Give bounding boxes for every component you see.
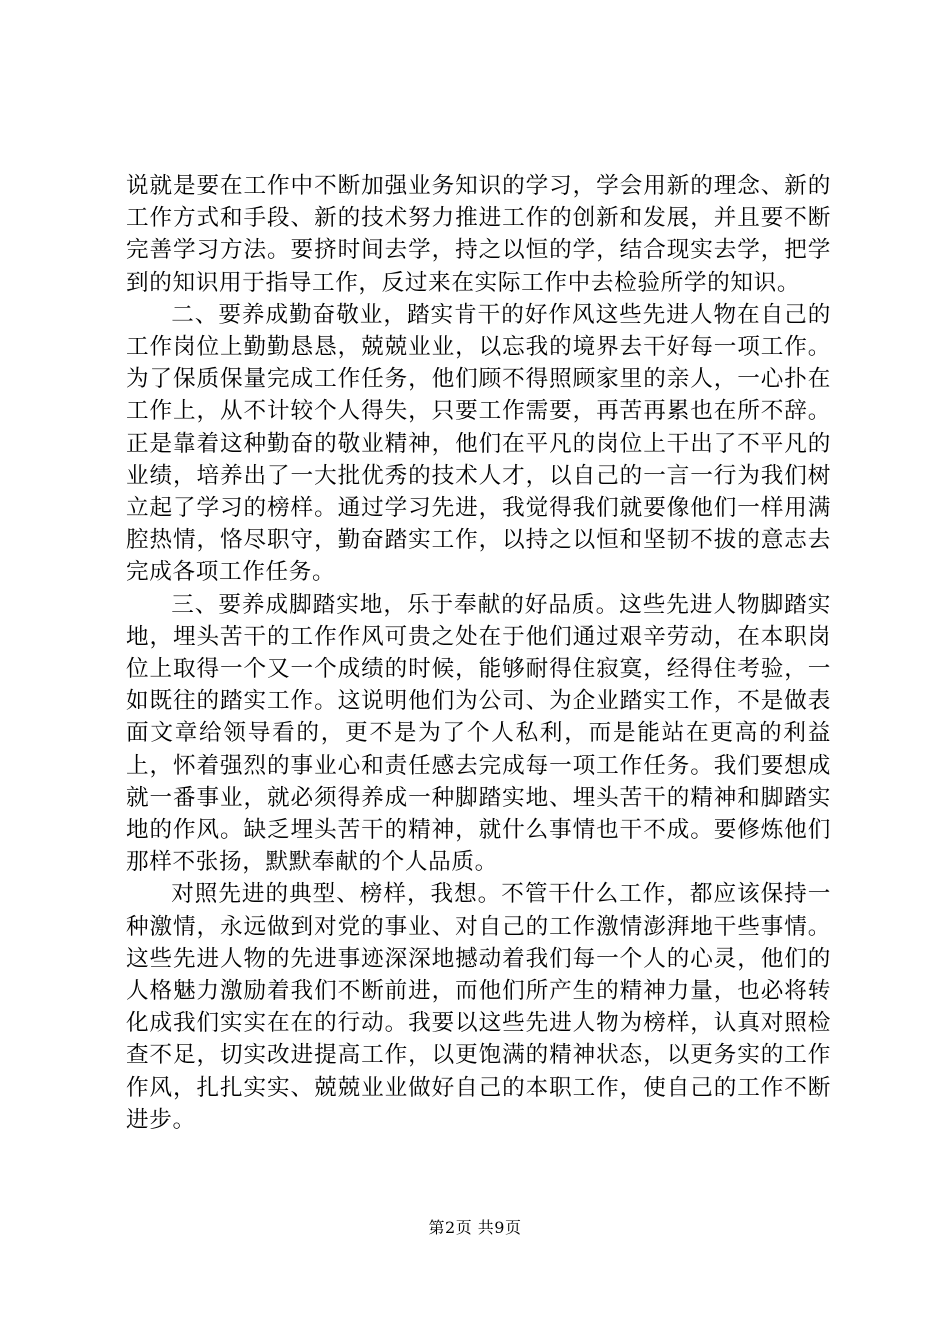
- paragraph-section-two: 二、要养成勤奋敬业，踏实肯干的好作风这些先进人物在自己的工作岗位上勤勤恳恳，兢兢业业，以忘我的境界去干好每一项工作。为了保质保量完成工作任务，他们顾不得照顾家里的亲人，一心扑在工作上，从不计较个人得失，只要工作需要，再苦再累也在所不辞。正是靠着这种勤奋的敬业精神，他们在平凡的岗位上干出了不平凡的业绩，培养出了一大批优秀的技术人才，以自己的一言一行为我们树立起了学习的榜样。通过学习先进，我觉得我们就要像他们一样用满腔热情，恪尽职守，勤奋踏实工作，以持之以恒和坚韧不拔的意志去完成各项工作任务。: [126, 301, 831, 586]
- paragraph-section-three: 三、要养成脚踏实地，乐于奉献的好品质。这些先进人物脚踏实地，埋头苦干的工作作风可贵之处在于他们通过艰辛劳动，在本职岗位上取得一个又一个成绩的时候，能够耐得住寂寞，经得住考验，一如既往的踏实工作。这说明他们为公司、为企业踏实工作，不是做表面文章给领导看的，更不是为了个人私利，而是能站在更高的利益上，怀着强烈的事业心和责任感去完成每一项工作任务。我们要想成就一番事业，就必须得养成一种脚踏实地、埋头苦干的精神和脚踏实地的作风。缺乏埋头苦干的精神，就什么事情也干不成。要修炼他们那样不张扬，默默奉献的个人品质。: [126, 591, 831, 876]
- document-body: [126, 170, 831, 1136]
- page-number-footer: 第2页 共9页: [428, 1218, 522, 1237]
- paragraph-continuation: 说就是要在工作中不断加强业务知识的学习，学会用新的理念、新的工作方式和手段、新的技术努力推进工作的创新和发展，并且要不断完善学习方法。要挤时间去学，持之以恒的学，结合现实去学，把学到的知识用于指导工作，反过来在实际工作中去检验所学的知识。: [126, 173, 831, 296]
- paragraph-conclusion: 对照先进的典型、榜样，我想。不管干什么工作，都应该保持一种激情，永远做到对党的事业、对自己的工作激情澎湃地干些事情。这些先进人物的先进事迹深深地撼动着我们每一个人的心灵，他们的人格魅力激励着我们不断前进，而他们所产生的精神力量，也必将转化成我们实实在在的行动。我要以这些先进人物为榜样，认真对照检查不足，切实改进提高工作，以更饱满的精神状态，以更务实的工作作风，扎扎实实、兢兢业业做好自己的本职工作，使自己的工作不断进步。: [126, 881, 831, 1133]
